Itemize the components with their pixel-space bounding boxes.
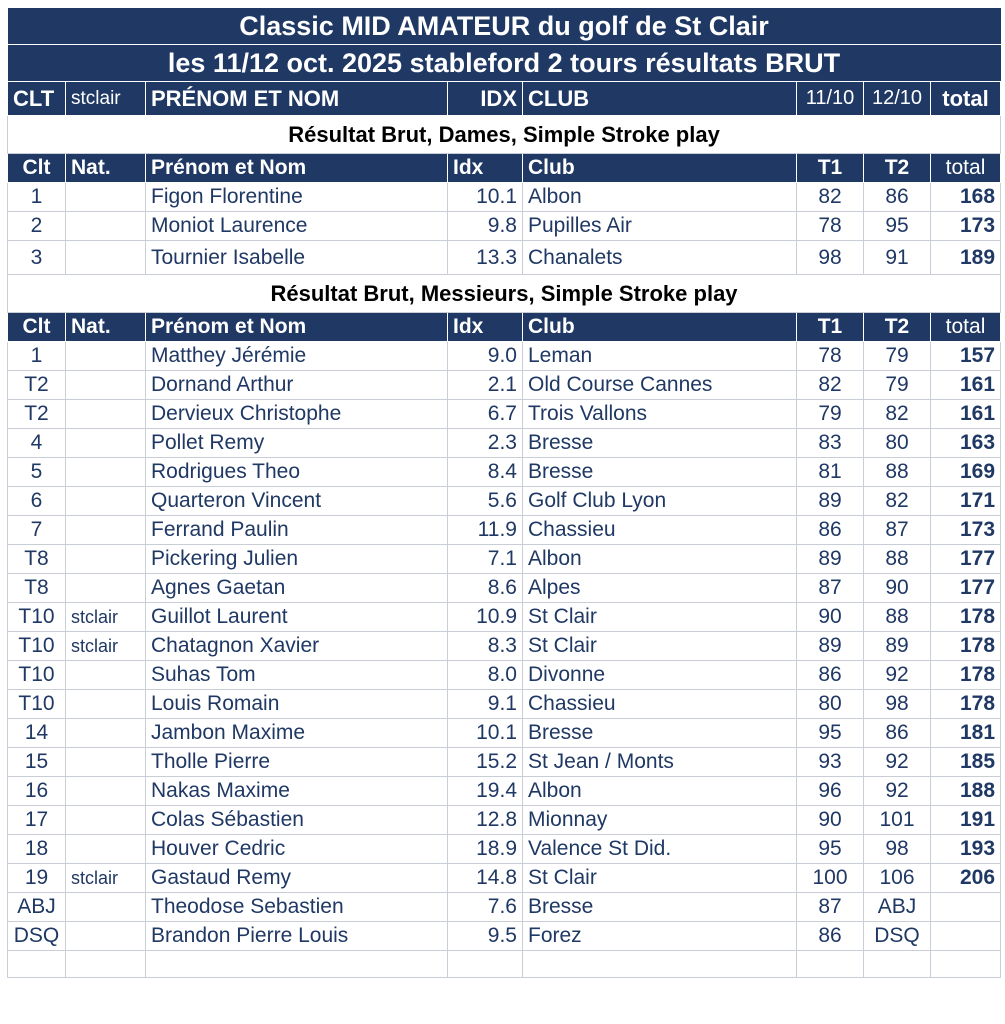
round2-cell: 91 xyxy=(864,241,931,275)
club-cell: Chanalets xyxy=(523,241,797,275)
col-name: Prénom et Nom xyxy=(146,313,448,342)
page-subtitle: les 11/12 oct. 2025 stableford 2 tours résultats BRUT xyxy=(8,45,1001,82)
index-cell: 9.0 xyxy=(448,342,523,371)
round1-cell: 82 xyxy=(797,183,864,212)
index-cell: 18.9 xyxy=(448,835,523,864)
player-name-cell: Ferrand Paulin xyxy=(146,516,448,545)
club-cell: Bresse xyxy=(523,429,797,458)
round1-cell: 80 xyxy=(797,690,864,719)
club-cell: St Clair xyxy=(523,603,797,632)
rank-cell: T10 xyxy=(8,603,66,632)
total-cell: 173 xyxy=(931,516,1001,545)
round2-cell: 101 xyxy=(864,806,931,835)
results-sheet xyxy=(7,7,1000,978)
club-cell: Albon xyxy=(523,777,797,806)
table-row xyxy=(8,400,1001,429)
index-cell: 13.3 xyxy=(448,241,523,275)
title-row xyxy=(8,8,1001,45)
round2-cell: 87 xyxy=(864,516,931,545)
round1-cell: 86 xyxy=(797,516,864,545)
nat-cell xyxy=(66,777,146,806)
main-column-header xyxy=(8,82,1001,116)
club-cell: Alpes xyxy=(523,574,797,603)
table-row xyxy=(8,661,1001,690)
page-title: Classic MID AMATEUR du golf de St Clair xyxy=(8,8,1001,45)
round1-cell: 78 xyxy=(797,342,864,371)
empty-cell xyxy=(931,951,1001,978)
player-name-cell: Theodose Sebastien xyxy=(146,893,448,922)
results-table xyxy=(7,7,1001,978)
player-name-cell: Moniot Laurence xyxy=(146,212,448,241)
club-cell: St Jean / Monts xyxy=(523,748,797,777)
col-nat: Nat. xyxy=(66,154,146,183)
rank-cell: 5 xyxy=(8,458,66,487)
table-row xyxy=(8,777,1001,806)
rank-cell: T8 xyxy=(8,574,66,603)
subtitle-row xyxy=(8,45,1001,82)
club-cell: Bresse xyxy=(523,719,797,748)
club-cell: Divonne xyxy=(523,661,797,690)
total-cell: 161 xyxy=(931,371,1001,400)
col-t1: T1 xyxy=(797,154,864,183)
nat-cell xyxy=(66,748,146,777)
index-cell: 8.3 xyxy=(448,632,523,661)
round1-cell: 89 xyxy=(797,487,864,516)
rank-cell: T8 xyxy=(8,545,66,574)
nat-cell xyxy=(66,487,146,516)
nat-cell xyxy=(66,545,146,574)
round1-cell: 90 xyxy=(797,603,864,632)
round2-cell: 82 xyxy=(864,487,931,516)
table-row xyxy=(8,835,1001,864)
index-cell: 8.4 xyxy=(448,458,523,487)
rank-cell: 3 xyxy=(8,241,66,275)
total-cell: 173 xyxy=(931,212,1001,241)
round2-cell: 79 xyxy=(864,371,931,400)
total-cell xyxy=(931,922,1001,951)
round2-cell: 89 xyxy=(864,632,931,661)
col-t1: T1 xyxy=(797,313,864,342)
section-heading: Résultat Brut, Dames, Simple Stroke play xyxy=(8,116,1001,154)
nat-cell xyxy=(66,342,146,371)
rank-cell: ABJ xyxy=(8,893,66,922)
player-name-cell: Pollet Remy xyxy=(146,429,448,458)
round1-cell: 87 xyxy=(797,574,864,603)
empty-cell xyxy=(797,951,864,978)
messieurs-column-header xyxy=(8,313,1001,342)
col-club: CLUB xyxy=(523,82,797,116)
club-cell: St Clair xyxy=(523,864,797,893)
index-cell: 15.2 xyxy=(448,748,523,777)
index-cell: 9.8 xyxy=(448,212,523,241)
round1-cell: 89 xyxy=(797,545,864,574)
total-cell: 178 xyxy=(931,661,1001,690)
player-name-cell: Rodrigues Theo xyxy=(146,458,448,487)
empty-cell xyxy=(448,951,523,978)
club-cell: Bresse xyxy=(523,458,797,487)
club-cell: Trois Vallons xyxy=(523,400,797,429)
total-cell: 185 xyxy=(931,748,1001,777)
round1-cell: 86 xyxy=(797,922,864,951)
index-cell: 6.7 xyxy=(448,400,523,429)
player-name-cell: Jambon Maxime xyxy=(146,719,448,748)
round2-cell: 86 xyxy=(864,719,931,748)
rank-cell: 7 xyxy=(8,516,66,545)
round2-cell: DSQ xyxy=(864,922,931,951)
nat-cell xyxy=(66,922,146,951)
round2-cell: 98 xyxy=(864,690,931,719)
player-name-cell: Tournier Isabelle xyxy=(146,241,448,275)
round1-cell: 89 xyxy=(797,632,864,661)
round2-cell: 92 xyxy=(864,777,931,806)
rank-cell: 1 xyxy=(8,342,66,371)
total-cell: 188 xyxy=(931,777,1001,806)
nat-cell xyxy=(66,241,146,275)
round2-cell: 95 xyxy=(864,212,931,241)
index-cell: 7.6 xyxy=(448,893,523,922)
player-name-cell: Guillot Laurent xyxy=(146,603,448,632)
col-nat: Nat. xyxy=(66,313,146,342)
index-cell: 7.1 xyxy=(448,545,523,574)
player-name-cell: Nakas Maxime xyxy=(146,777,448,806)
round1-cell: 96 xyxy=(797,777,864,806)
round2-cell: ABJ xyxy=(864,893,931,922)
nat-cell xyxy=(66,661,146,690)
player-name-cell: Gastaud Remy xyxy=(146,864,448,893)
club-cell: Bresse xyxy=(523,893,797,922)
total-cell: 171 xyxy=(931,487,1001,516)
col-t2: T2 xyxy=(864,313,931,342)
round1-cell: 86 xyxy=(797,661,864,690)
table-row xyxy=(8,458,1001,487)
rank-cell: 15 xyxy=(8,748,66,777)
round1-cell: 90 xyxy=(797,806,864,835)
club-cell: Pupilles Air xyxy=(523,212,797,241)
round1-cell: 83 xyxy=(797,429,864,458)
player-name-cell: Chatagnon Xavier xyxy=(146,632,448,661)
player-name-cell: Houver Cedric xyxy=(146,835,448,864)
index-cell: 9.1 xyxy=(448,690,523,719)
round1-cell: 100 xyxy=(797,864,864,893)
section-heading: Résultat Brut, Messieurs, Simple Stroke play xyxy=(8,275,1001,313)
player-name-cell: Brandon Pierre Louis xyxy=(146,922,448,951)
rank-cell: 4 xyxy=(8,429,66,458)
index-cell: 10.9 xyxy=(448,603,523,632)
player-name-cell: Figon Florentine xyxy=(146,183,448,212)
nat-cell: stclair xyxy=(66,864,146,893)
index-cell: 10.1 xyxy=(448,719,523,748)
section-title-dames xyxy=(8,116,1001,154)
round2-cell: 80 xyxy=(864,429,931,458)
club-cell: Mionnay xyxy=(523,806,797,835)
total-cell: 177 xyxy=(931,574,1001,603)
club-cell: Golf Club Lyon xyxy=(523,487,797,516)
round2-cell: 90 xyxy=(864,574,931,603)
nat-cell: stclair xyxy=(66,632,146,661)
table-row xyxy=(8,371,1001,400)
empty-cell xyxy=(8,951,66,978)
empty-cell xyxy=(523,951,797,978)
total-cell: 178 xyxy=(931,603,1001,632)
player-name-cell: Louis Romain xyxy=(146,690,448,719)
round2-cell: 92 xyxy=(864,661,931,690)
table-row xyxy=(8,922,1001,951)
index-cell: 8.0 xyxy=(448,661,523,690)
nat-cell xyxy=(66,212,146,241)
table-row xyxy=(8,748,1001,777)
col-club: Club xyxy=(523,154,797,183)
round1-cell: 78 xyxy=(797,212,864,241)
club-cell: Chassieu xyxy=(523,516,797,545)
rank-cell: 18 xyxy=(8,835,66,864)
round2-cell: 92 xyxy=(864,748,931,777)
round1-cell: 82 xyxy=(797,371,864,400)
rank-cell: T2 xyxy=(8,371,66,400)
total-cell: 177 xyxy=(931,545,1001,574)
player-name-cell: Suhas Tom xyxy=(146,661,448,690)
table-row xyxy=(8,893,1001,922)
table-row xyxy=(8,342,1001,371)
nat-cell xyxy=(66,893,146,922)
total-cell: 191 xyxy=(931,806,1001,835)
round2-cell: 86 xyxy=(864,183,931,212)
total-cell: 157 xyxy=(931,342,1001,371)
total-cell: 189 xyxy=(931,241,1001,275)
round1-cell: 93 xyxy=(797,748,864,777)
table-row xyxy=(8,632,1001,661)
round2-cell: 82 xyxy=(864,400,931,429)
col-clt: Clt xyxy=(8,154,66,183)
table-row xyxy=(8,212,1001,241)
col-idx: Idx xyxy=(448,313,523,342)
table-row xyxy=(8,806,1001,835)
round1-cell: 79 xyxy=(797,400,864,429)
col-clt: Clt xyxy=(8,313,66,342)
round1-cell: 95 xyxy=(797,835,864,864)
round1-cell: 81 xyxy=(797,458,864,487)
col-club: Club xyxy=(523,313,797,342)
rank-cell: 14 xyxy=(8,719,66,748)
index-cell: 19.4 xyxy=(448,777,523,806)
nat-cell xyxy=(66,371,146,400)
table-row xyxy=(8,690,1001,719)
table-row xyxy=(8,241,1001,275)
player-name-cell: Tholle Pierre xyxy=(146,748,448,777)
table-row xyxy=(8,183,1001,212)
col-stclair: stclair xyxy=(66,82,146,116)
col-total: total xyxy=(931,82,1001,116)
col-name: PRÉNOM ET NOM xyxy=(146,82,448,116)
col-name: Prénom et Nom xyxy=(146,154,448,183)
total-cell: 168 xyxy=(931,183,1001,212)
index-cell: 12.8 xyxy=(448,806,523,835)
club-cell: Chassieu xyxy=(523,690,797,719)
col-total: total xyxy=(931,154,1001,183)
rank-cell: T10 xyxy=(8,690,66,719)
player-name-cell: Quarteron Vincent xyxy=(146,487,448,516)
col-total: total xyxy=(931,313,1001,342)
total-cell: 163 xyxy=(931,429,1001,458)
club-cell: Old Course Cannes xyxy=(523,371,797,400)
nat-cell xyxy=(66,516,146,545)
player-name-cell: Matthey Jérémie xyxy=(146,342,448,371)
col-day2: 12/10 xyxy=(864,82,931,116)
round2-cell: 88 xyxy=(864,458,931,487)
round2-cell: 88 xyxy=(864,603,931,632)
rank-cell: DSQ xyxy=(8,922,66,951)
col-t2: T2 xyxy=(864,154,931,183)
empty-cell xyxy=(66,951,146,978)
index-cell: 8.6 xyxy=(448,574,523,603)
index-cell: 5.6 xyxy=(448,487,523,516)
table-row xyxy=(8,574,1001,603)
total-cell: 193 xyxy=(931,835,1001,864)
rank-cell: 16 xyxy=(8,777,66,806)
player-name-cell: Dornand Arthur xyxy=(146,371,448,400)
round1-cell: 87 xyxy=(797,893,864,922)
empty-cell xyxy=(146,951,448,978)
total-cell: 181 xyxy=(931,719,1001,748)
total-cell: 161 xyxy=(931,400,1001,429)
empty-row xyxy=(8,951,1001,978)
empty-cell xyxy=(864,951,931,978)
club-cell: Albon xyxy=(523,183,797,212)
dames-column-header xyxy=(8,154,1001,183)
table-row xyxy=(8,487,1001,516)
round1-cell: 98 xyxy=(797,241,864,275)
rank-cell: 17 xyxy=(8,806,66,835)
rank-cell: 1 xyxy=(8,183,66,212)
index-cell: 14.8 xyxy=(448,864,523,893)
total-cell xyxy=(931,893,1001,922)
club-cell: St Clair xyxy=(523,632,797,661)
player-name-cell: Colas Sébastien xyxy=(146,806,448,835)
section-title-messieurs xyxy=(8,275,1001,313)
rank-cell: 6 xyxy=(8,487,66,516)
club-cell: Leman xyxy=(523,342,797,371)
round1-cell: 95 xyxy=(797,719,864,748)
table-row xyxy=(8,864,1001,893)
nat-cell xyxy=(66,183,146,212)
total-cell: 178 xyxy=(931,632,1001,661)
nat-cell xyxy=(66,719,146,748)
nat-cell xyxy=(66,690,146,719)
nat-cell xyxy=(66,574,146,603)
rank-cell: 19 xyxy=(8,864,66,893)
nat-cell: stclair xyxy=(66,603,146,632)
col-idx: Idx xyxy=(448,154,523,183)
nat-cell xyxy=(66,835,146,864)
total-cell: 178 xyxy=(931,690,1001,719)
col-day1: 11/10 xyxy=(797,82,864,116)
table-row xyxy=(8,429,1001,458)
index-cell: 11.9 xyxy=(448,516,523,545)
index-cell: 2.1 xyxy=(448,371,523,400)
total-cell: 206 xyxy=(931,864,1001,893)
index-cell: 10.1 xyxy=(448,183,523,212)
index-cell: 2.3 xyxy=(448,429,523,458)
total-cell: 169 xyxy=(931,458,1001,487)
col-idx: IDX xyxy=(448,82,523,116)
nat-cell xyxy=(66,806,146,835)
rank-cell: T10 xyxy=(8,632,66,661)
table-row xyxy=(8,516,1001,545)
player-name-cell: Agnes Gaetan xyxy=(146,574,448,603)
rank-cell: T2 xyxy=(8,400,66,429)
table-row xyxy=(8,545,1001,574)
nat-cell xyxy=(66,429,146,458)
player-name-cell: Dervieux Christophe xyxy=(146,400,448,429)
round2-cell: 98 xyxy=(864,835,931,864)
club-cell: Albon xyxy=(523,545,797,574)
player-name-cell: Pickering Julien xyxy=(146,545,448,574)
club-cell: Forez xyxy=(523,922,797,951)
round2-cell: 79 xyxy=(864,342,931,371)
round2-cell: 106 xyxy=(864,864,931,893)
table-row xyxy=(8,719,1001,748)
rank-cell: 2 xyxy=(8,212,66,241)
index-cell: 9.5 xyxy=(448,922,523,951)
col-clt: CLT xyxy=(8,82,66,116)
table-row xyxy=(8,603,1001,632)
nat-cell xyxy=(66,458,146,487)
round2-cell: 88 xyxy=(864,545,931,574)
rank-cell: T10 xyxy=(8,661,66,690)
club-cell: Valence St Did. xyxy=(523,835,797,864)
nat-cell xyxy=(66,400,146,429)
